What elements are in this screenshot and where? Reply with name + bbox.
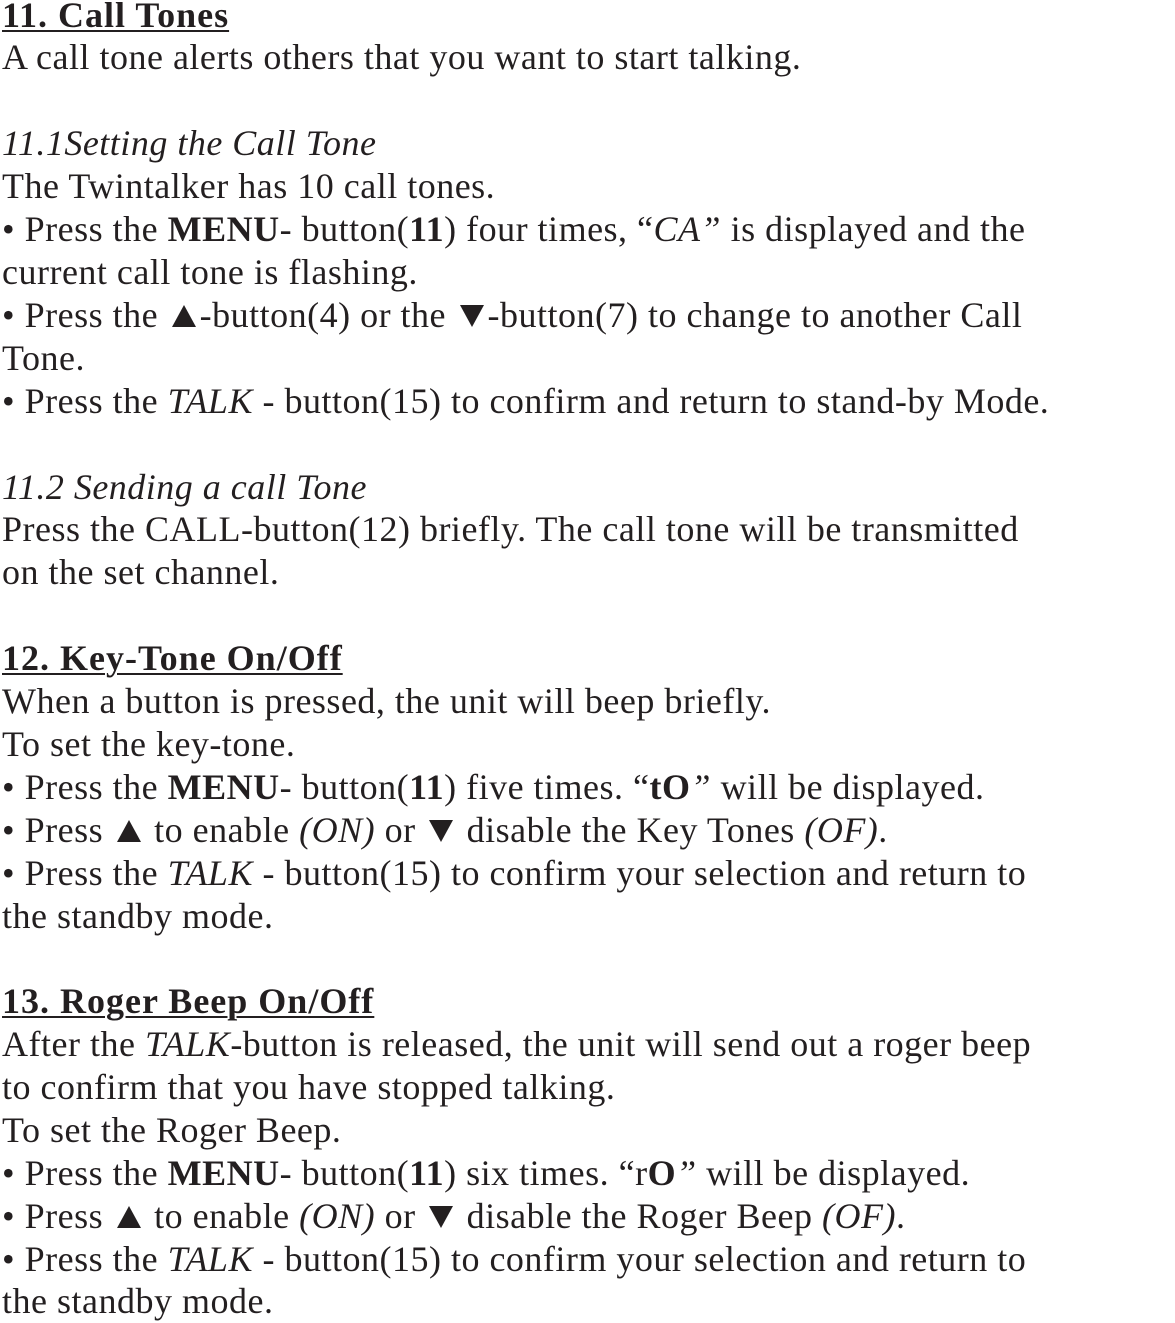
step-11-1-press-menu bbox=[2, 208, 1026, 251]
talk-label: TALK bbox=[167, 381, 253, 421]
button-number: 11 bbox=[409, 209, 445, 249]
step-text: • Press bbox=[2, 1196, 113, 1236]
section-12-intro: When a button is pressed, the unit will beep briefly. bbox=[2, 681, 771, 721]
menu-label: MENU bbox=[167, 1153, 280, 1193]
triangle-down-icon bbox=[429, 820, 453, 842]
talk-label: TALK bbox=[167, 1239, 253, 1279]
step-text: - button( bbox=[279, 209, 410, 249]
step-text: to enable bbox=[144, 810, 300, 850]
section-13-set: To set the Roger Beep. bbox=[2, 1110, 342, 1150]
intro-text: -button is released, the unit will send out a roger beep bbox=[230, 1024, 1032, 1064]
step-text: -button(7) to change to another Call bbox=[487, 295, 1023, 335]
triangle-up-icon bbox=[172, 305, 196, 327]
step-12-confirm-continuation: the standby mode. bbox=[2, 896, 274, 936]
section-13-intro bbox=[2, 1023, 1031, 1066]
step-text: • Press the bbox=[2, 853, 168, 893]
step-text: • Press the bbox=[2, 1153, 168, 1193]
step-text: disable the Roger Beep bbox=[457, 1196, 822, 1236]
step-11-1-change-tone bbox=[2, 294, 1022, 337]
step-text: -button(4) or the bbox=[199, 295, 456, 335]
step-text: • Press the bbox=[2, 295, 168, 335]
step-text: • Press the bbox=[2, 767, 168, 807]
step-11-1-confirm bbox=[2, 380, 1049, 423]
intro-text: After the bbox=[2, 1024, 145, 1064]
step-text: • Press the bbox=[2, 381, 168, 421]
section-13-heading: 13. Roger Beep On/Off bbox=[2, 981, 375, 1021]
step-text: - button( bbox=[279, 767, 410, 807]
quote-mark: ” bbox=[676, 1153, 697, 1193]
talk-label: TALK bbox=[167, 853, 253, 893]
step-text: ) six times. “r bbox=[444, 1153, 648, 1193]
step-text: will be displayed. bbox=[696, 1153, 971, 1193]
step-11-1-continuation: current call tone is flashing. bbox=[2, 252, 418, 292]
button-number: 11 bbox=[409, 1153, 445, 1193]
section-11-intro: A call tone alerts others that you want to start talking. bbox=[2, 37, 802, 77]
step-12-toggle bbox=[2, 809, 888, 852]
step-12-press-menu bbox=[2, 766, 985, 809]
step-text: or bbox=[375, 810, 426, 850]
step-11-1-change-continuation: Tone. bbox=[2, 338, 85, 378]
step-text: ) four times, “ bbox=[444, 209, 654, 249]
step-text: - button(15) to confirm and return to stand-by Mode. bbox=[252, 381, 1050, 421]
step-text: to enable bbox=[144, 1196, 300, 1236]
subsection-11-1-heading: 11.1Setting the Call Tone bbox=[2, 123, 377, 163]
off-label: (OF) bbox=[821, 1196, 896, 1236]
subsection-11-2-text-continuation: on the set channel. bbox=[2, 552, 280, 592]
triangle-up-icon bbox=[117, 1206, 141, 1228]
display-code: CA” bbox=[653, 209, 722, 249]
step-text: • Press bbox=[2, 810, 113, 850]
menu-label: MENU bbox=[167, 209, 280, 249]
step-text: ) five times. “ bbox=[444, 767, 650, 807]
button-number: 11 bbox=[409, 767, 445, 807]
section-11-heading: 11. Call Tones bbox=[2, 0, 230, 35]
step-13-confirm bbox=[2, 1238, 1026, 1281]
talk-label: TALK bbox=[144, 1024, 231, 1064]
step-text: • Press the bbox=[2, 1239, 168, 1279]
step-text: is displayed and the bbox=[721, 209, 1026, 249]
step-text: will be displayed. bbox=[711, 767, 985, 807]
off-label: (OF) bbox=[804, 810, 879, 850]
triangle-down-icon bbox=[460, 305, 484, 327]
step-13-toggle bbox=[2, 1195, 905, 1238]
step-13-confirm-continuation: the standby mode. bbox=[2, 1281, 274, 1321]
subsection-11-2-heading: 11.2 Sending a call Tone bbox=[2, 467, 367, 507]
step-13-press-menu bbox=[2, 1152, 970, 1195]
triangle-down-icon bbox=[429, 1206, 453, 1228]
subsection-11-2-text: Press the CALL-button(12) briefly. The call tone will be transmitted bbox=[2, 509, 1019, 549]
triangle-up-icon bbox=[117, 820, 141, 842]
display-code: tO bbox=[649, 767, 691, 807]
step-text: . bbox=[895, 1196, 906, 1236]
section-13-intro-continuation: to confirm that you have stopped talking. bbox=[2, 1067, 616, 1107]
menu-label: MENU bbox=[167, 767, 280, 807]
step-text: - button( bbox=[279, 1153, 410, 1193]
subsection-11-1-text: The Twintalker has 10 call tones. bbox=[2, 166, 496, 206]
step-12-confirm bbox=[2, 852, 1026, 895]
display-code: O bbox=[647, 1153, 677, 1193]
step-text: • Press the bbox=[2, 209, 168, 249]
on-label: (ON) bbox=[299, 810, 376, 850]
step-text: or bbox=[375, 1196, 426, 1236]
on-label: (ON) bbox=[299, 1196, 376, 1236]
step-text: disable the Key Tones bbox=[457, 810, 805, 850]
step-text: - button(15) to confirm your selection and return to bbox=[252, 1239, 1027, 1279]
step-text: - button(15) to confirm your selection and return to bbox=[252, 853, 1027, 893]
quote-mark: ” bbox=[690, 767, 712, 807]
section-12-heading: 12. Key-Tone On/Off bbox=[2, 638, 343, 678]
section-12-set: To set the key-tone. bbox=[2, 724, 296, 764]
step-text: . bbox=[878, 810, 888, 850]
